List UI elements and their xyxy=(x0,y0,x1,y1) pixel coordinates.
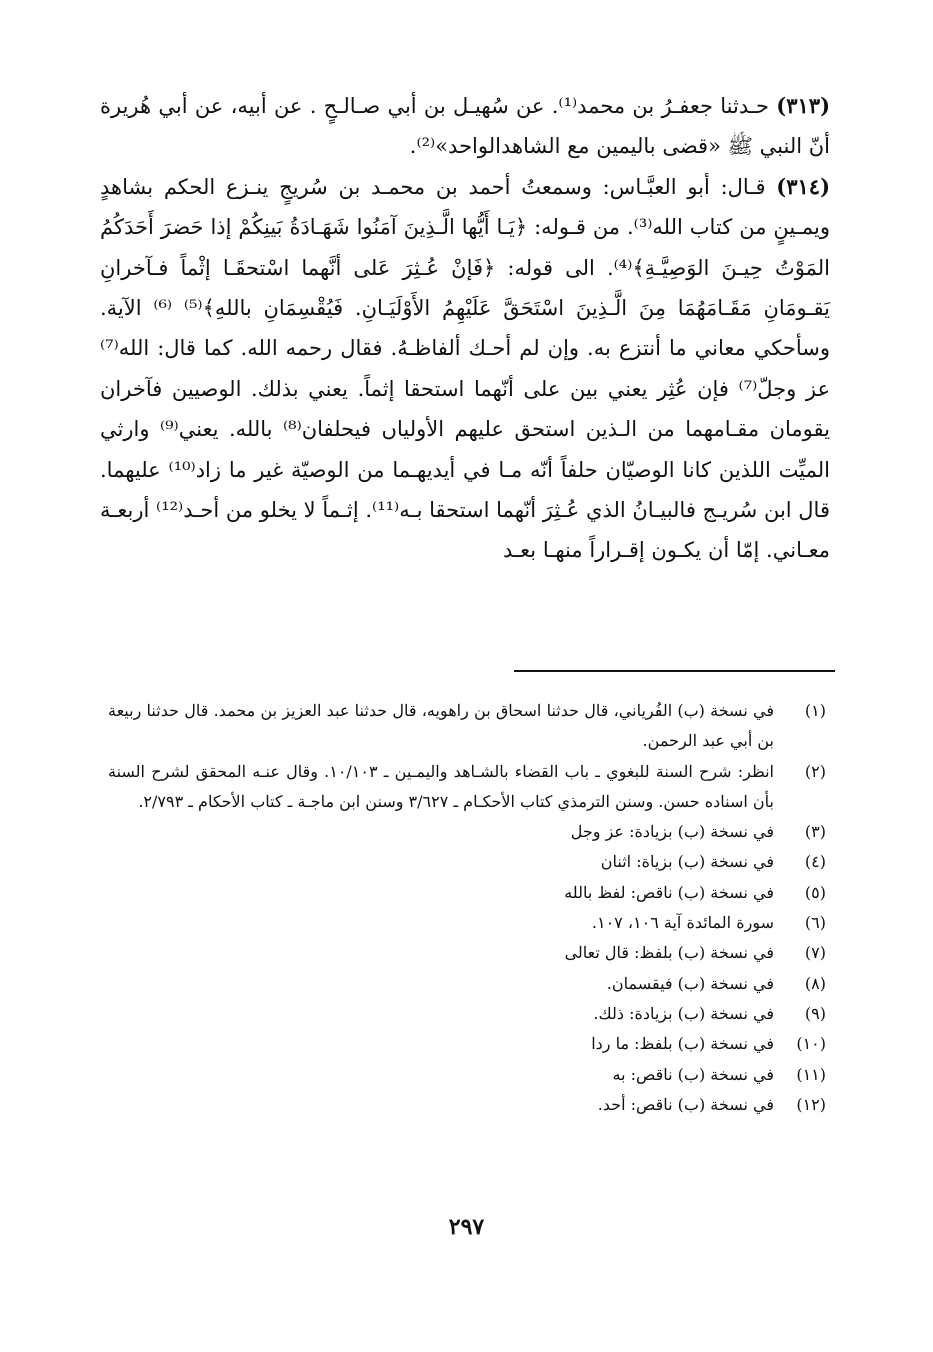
footnote-number: (٩) xyxy=(804,1003,826,1023)
paragraph-314 xyxy=(100,167,830,571)
footnote-text: في نسخة (ب) بزيادة: عز وجل xyxy=(570,822,774,842)
footnote-text: في نسخة (ب) ناقص: لفظ بالله xyxy=(564,882,774,902)
footnote-number: (١) xyxy=(804,701,826,720)
footnote-number: (٧) xyxy=(804,943,826,963)
main-text-block xyxy=(100,86,830,571)
footnote-number: (١٠) xyxy=(796,1034,826,1054)
footnote-text: في نسخة (ب) الفُرياني، قال حدثنا اسحاق بن راهويه، قال حدثنا عبد العزيز بن محمد. قال حدثنا ربيعة بن أبي عبد الرحمن. xyxy=(108,701,774,751)
footnote-number: (٢) xyxy=(804,761,826,781)
footnote-item xyxy=(108,1029,826,1059)
footnote-text: في نسخة (ب) ناقص: به xyxy=(612,1064,774,1084)
footnote-text: في نسخة (ب) بزيادة: ذلك. xyxy=(593,1003,774,1023)
footnote-item xyxy=(108,1090,826,1120)
footnote-item xyxy=(108,908,826,938)
paragraph-text: حـدثنا جعفـرُ بن محمد⁽¹⁾. عن سُهيـل بن أبي صـالـحٍ . عن أبيه، عن أبي هُريرة أنّ النبي ﷺ «قضى باليمين مع الشاهدالواحد»⁽²⁾. xyxy=(100,94,830,159)
paragraph-number: (٣١٤) xyxy=(776,173,830,199)
paragraph-313 xyxy=(100,86,830,167)
footnote-text: انظر: شرح السنة للبغوي ـ باب القضاء بالشـاهد واليمـين ـ ١٠/١٠٣. وقال عنـه المحقق لشرح السنة بأن اسناده حسن. وسنن الترمذي كتاب الأحكـام ـ ٣/٦٢٧ وسنن ابن ماجـة ـ كتاب الأحكام ـ ٢/٧٩٣. xyxy=(108,761,774,811)
footnote-item xyxy=(108,817,826,847)
footnote-number: (٥) xyxy=(804,882,826,902)
footnote-number: (١١) xyxy=(796,1064,826,1084)
footnote-text: سورة المائدة آية ١٠٦، ١٠٧. xyxy=(591,913,774,933)
footnote-item xyxy=(108,757,826,818)
footnote-number: (١٢) xyxy=(796,1094,826,1114)
paragraph-text: قـال: أبو العبَّـاس: وسمعتُ أحمد بن محمـد بن سُريجٍ ينـزع الحكم بشاهدٍ ويمـينٍ من كتاب الله⁽³⁾. من قـوله: ﴿يَـا أَيُّها الَّـذِينَ آمَنُوا شَهَـادَةُ بَينِكُمْ إذا حَضرَ أَحَدَكُمُ المَوْتُ حِيـنَ الوَصِيَّـةِ﴾⁽⁴⁾. الى قوله: ﴿فَإنْ عُـثِرَ عَلى أنَّهما اسْتحقَـا إثْماً فـآخرانِ يَقـومَانِ مَقَـامَهُمَا مِنَ الَّـذِينَ اسْتَحَقَّ عَلَيْهِمُ الأَوْلَيَـانِ. فَيُقْسِمَانِ باللهِ﴾⁽⁵⁾ ⁽⁶⁾ الآية. وسأحكي معاني ما أنتزع به. وإن لم أحـك ألفاظـهُ. فقال رحمه الله. كما قال: الله⁽⁷⁾ عز وجلّ⁽⁷⁾ فإن عُثِر يعني بين على أنّهما استحقا إثماً. يعني بذلك. الوصيين فآخران يقومان مقـامهما من الـذين استحق عليهم الأولياں فيحلفان⁽⁸⁾ بالله. يعني⁽⁹⁾ وارثي الميِّت اللذين كانا الوصيّان حلفاً أنّه مـا في أيديهـما من الوصيّة غير ما زاد⁽¹⁰⁾ عليهما. قال ابن سُريـج فالبيـانُ الذي عُـثِرَ أنّهما استحقا بـه⁽¹¹⁾. إثـماً لا يخلو من أحـد⁽¹²⁾ أربعـة معـاني. إمّا أن يكـون إقـراراً منهـا بعـد xyxy=(100,174,831,563)
footnote-text: في نسخة (ب) بزياة: اثنان xyxy=(600,852,774,872)
paragraph-number: (٣١٣) xyxy=(776,93,830,118)
footnote-text: في نسخة (ب) بلفظ: قال تعالى xyxy=(564,943,774,963)
footnotes-list xyxy=(108,696,826,1120)
footnote-item xyxy=(108,969,826,999)
footnote-divider xyxy=(514,670,835,672)
footnote-text: في نسخة (ب) بلفظ: ما ردا xyxy=(591,1034,774,1054)
footnote-item xyxy=(108,696,826,757)
footnote-number: (٣) xyxy=(804,822,826,842)
footnote-item xyxy=(108,878,826,908)
footnote-text: في نسخة (ب) ناقص: أحد. xyxy=(597,1094,774,1114)
footnote-number: (٤) xyxy=(804,852,826,872)
footnote-item xyxy=(108,1060,826,1090)
footnote-text: في نسخة (ب) فيقسمان. xyxy=(606,973,774,993)
footnote-number: (٦) xyxy=(804,913,826,933)
footnote-item xyxy=(108,847,826,877)
footnote-number: (٨) xyxy=(804,973,826,993)
footnote-item xyxy=(108,938,826,968)
page-number: ٢٩٧ xyxy=(448,1214,485,1240)
footnote-item xyxy=(108,999,826,1029)
